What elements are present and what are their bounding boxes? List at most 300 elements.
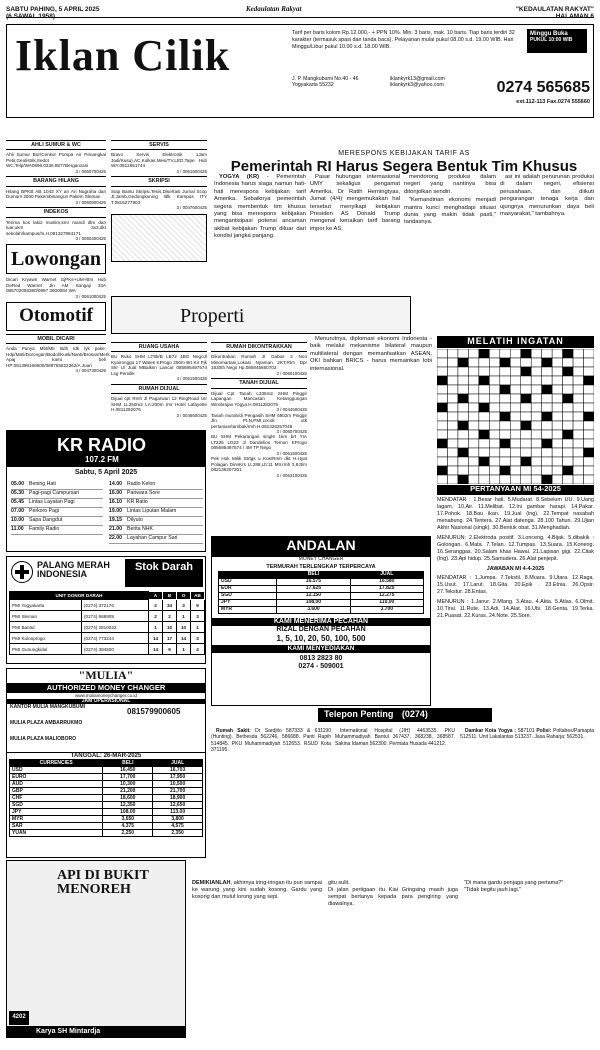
table-cell: 18,900: [153, 795, 203, 802]
blood-type-header: A: [149, 592, 163, 600]
program-name: Dilyuto: [127, 516, 143, 523]
program-time: 19.15: [109, 516, 122, 523]
program-time: 22.00: [109, 534, 122, 541]
table-row: [10, 823, 203, 830]
table-cell: 16.575: [277, 579, 350, 586]
answers-title: JAWABAN MI 4-4-2025: [486, 566, 545, 573]
table-cell: 34: [163, 600, 177, 611]
komik-strip: [6, 860, 186, 1038]
program-name: Perkoro Pagi: [29, 507, 59, 514]
andalan-rizal: RIZAL DENGAN PECAHAN: [276, 626, 366, 634]
ad-text: Hilang BPKB AB 1043 XY an Ari Nugraha dan Dumum 2000 Pakembinangun Pakem Sleman: [6, 188, 106, 200]
crossword-cell: [510, 394, 520, 403]
crossword-cell: [458, 430, 468, 439]
phone-ext: ext.112-113 Fax.0274 555660: [516, 99, 590, 105]
address: J. P. Mangkubumi No.40 - 46 Yogyakarta 55232: [292, 76, 359, 88]
crossword-cell: [510, 367, 520, 376]
table-cell: USD: [10, 767, 103, 774]
crossword-cell: [542, 448, 552, 457]
crossword-cell: [510, 430, 520, 439]
crossword-cell: [479, 430, 489, 439]
program-time: 21.00: [109, 525, 122, 532]
radio-program: [109, 517, 203, 526]
blood-type-header: AB: [191, 592, 205, 600]
crossword-cell: [479, 439, 489, 448]
crossword-cell: [563, 430, 573, 439]
table-cell: 10: [163, 622, 177, 633]
mulia-office-1: KANTOR MULIA MANGKUBUMI: [10, 704, 85, 711]
crossword-cell: [479, 349, 489, 358]
crossword-cell: [542, 421, 552, 430]
crossword-cell: [584, 349, 594, 358]
program-name: Lintas Liputan Malam: [127, 507, 177, 514]
table-cell: CHF: [10, 795, 103, 802]
crossword-cell: [437, 394, 447, 403]
radio-program: [109, 499, 203, 508]
crossword-cell: [584, 358, 594, 367]
crossword-cell: [521, 367, 531, 376]
ad-text: Pek Hok Milik Strtgs u Kos/Rmh dkt H.Hyat Polagan DinnKrs Lt.288,Lb:11 Mtr.rmh 3,8Jt/m 082136207201: [211, 456, 307, 473]
table-cell: 16.580: [350, 579, 423, 586]
crossword-cell: [458, 421, 468, 430]
crossword-cell: [510, 466, 520, 475]
crossword-cell: [458, 376, 468, 385]
crossword-cell: [437, 367, 447, 376]
table-cell: 14: [177, 633, 191, 644]
classified-col-3: [211, 340, 307, 478]
crossword-cell: [500, 475, 510, 484]
crossword-cell: [521, 358, 531, 367]
table-cell: 3: [177, 600, 191, 611]
story-col-3: "Di mana gardu penjaga yang pertama?" "Tidak begitu jauh lagi.": [464, 880, 564, 894]
crossword-cell: [563, 349, 573, 358]
crossword-cell: [458, 457, 468, 466]
crossword-cell: [563, 376, 573, 385]
crossword-cell: [552, 439, 562, 448]
crossword-cell: [500, 358, 510, 367]
table-cell: YUAN: [10, 830, 103, 837]
display-ad-image: [111, 214, 207, 262]
crossword-cell: [489, 457, 499, 466]
table-cell: 10: [177, 622, 191, 633]
tariff-info: Tarif per baris kolom Rp.12.000,- + PPN 10%. Min. 3 baris, mak. 10 baris. Tiap baris terdiri 32 karakter (termasuk spasi dan tanda baca). Pelayanan mulai pukul 08.00 s.d. 19.00 WIB. Hari Minggu/Libur pukul 10.00 s.d. 18.00 WIB.: [292, 30, 515, 51]
andalan-rate-table: [218, 571, 424, 614]
table-cell: 12.150: [277, 593, 350, 600]
classified-col-2: [111, 138, 207, 265]
crossword-cell: [584, 367, 594, 376]
crossword-cell: [584, 439, 594, 448]
crossword-cell: [479, 412, 489, 421]
crossword-cell: [542, 475, 552, 484]
properti-title: Properti: [180, 305, 245, 327]
crossword-cell: [531, 439, 541, 448]
table-cell: 2: [149, 600, 163, 611]
crossword-cell: [468, 475, 478, 484]
crossword-cell: [489, 385, 499, 394]
crossword-cell: [584, 430, 594, 439]
ad-ref: 3 / 0047600425: [176, 205, 207, 211]
classified-col-1: [6, 138, 110, 374]
crossword-cell: [573, 430, 583, 439]
program-time: 05.30: [11, 489, 24, 496]
rate-header: JUAL: [153, 760, 203, 767]
table-cell: 3,650: [103, 816, 153, 823]
table-cell: 16,703: [153, 767, 203, 774]
crossword-cell: [489, 421, 499, 430]
mulia-whatsapp: 081579900605: [127, 707, 181, 716]
crossword-cell: [458, 367, 468, 376]
crossword-cell: [479, 394, 489, 403]
program-time: 10.00: [11, 516, 24, 523]
article-col-4: asi ini adalah penurunan produksi di dalam negeri, efisiensi perusahaan, dan diikuti pengurangan tenaga kerja dan ujungnya menurunkan daya beli masyarakat," tambahnya.: [500, 174, 594, 218]
crossword-cell: [500, 403, 510, 412]
crossword-cell: [468, 430, 478, 439]
phone-number: 0274 565685: [496, 79, 590, 96]
crossword-cell: [573, 475, 583, 484]
crossword-cell: [531, 385, 541, 394]
crossword-cell: [552, 457, 562, 466]
table-cell: 3: [191, 611, 205, 622]
table-row: [10, 633, 205, 644]
table-cell: 17,950: [153, 774, 203, 781]
table-cell: 21,200: [103, 788, 153, 795]
crossword-cell: [510, 475, 520, 484]
crossword-cell: [552, 448, 562, 457]
crossword-cell: [510, 376, 520, 385]
ad-text: BU SHM Pekarangan single 1km brt YIA LT225 LD23 Jl Dandelion Temon KProgo 085695497574 / 4M TP Nego: [211, 434, 307, 451]
crossword-cell: [468, 466, 478, 475]
crossword-cell: [563, 394, 573, 403]
program-name: KR Ratio: [127, 498, 148, 505]
program-name: Pariwara Sore: [127, 489, 160, 496]
program-time: 19.00: [109, 507, 122, 514]
crossword-cell: [584, 394, 594, 403]
crossword-cell: [552, 349, 562, 358]
blood-type-header: B: [163, 592, 177, 600]
crossword-cell: [584, 475, 594, 484]
crossword-cell: [500, 376, 510, 385]
crossword-cell: [447, 475, 457, 484]
crossword-cell: [437, 457, 447, 466]
table-cell: 3: [191, 633, 205, 644]
lowongan-heading: Lowongan: [6, 244, 106, 274]
crossword-cell: [573, 367, 583, 376]
story-col-1: DEMIKIANLAH, akhirnya iring-iringan itu pun sampai ke warung yang kini sudah kosong. Gardu yang kosong dan mulut lorong yang sepi.: [192, 880, 322, 901]
table-cell: 1: [177, 644, 191, 655]
program-time: 11.00: [11, 525, 24, 532]
crossword-cell: [468, 439, 478, 448]
crossword-cell: [584, 466, 594, 475]
crossword-cell: [542, 466, 552, 475]
crossword-cell: [489, 394, 499, 403]
crossword-cell: [479, 466, 489, 475]
crossword-cell: [437, 358, 447, 367]
crossword-cell: [510, 448, 520, 457]
program-name: Family Radio: [29, 525, 60, 532]
table-cell: 10,300: [103, 781, 153, 788]
radio-program: [109, 526, 203, 535]
crossword-cell: [552, 358, 562, 367]
program-time: 14.00: [109, 481, 122, 487]
table-cell: SGD: [10, 802, 103, 809]
sunday-hours: PUKUL 10:00 WIB: [530, 36, 573, 43]
ad-text: Ahli Sumur Bor/Cenkor Pompa Air Penangkal Petir,Geolistrik,Sedot WC.Telp/WA0896.0336.8877Berganzani: [6, 152, 106, 169]
ad-ref: 3 / 0063100425: [276, 472, 307, 478]
crossword-cell: [479, 376, 489, 385]
ad-ref: 3 / 0044600425: [276, 407, 307, 413]
crossword-cell: [510, 457, 520, 466]
crossword-cell: [479, 385, 489, 394]
crossword-cell: [542, 349, 552, 358]
crossword-cell: [573, 448, 583, 457]
category-heading: RUMAH DIJUAL: [111, 384, 207, 394]
crossword-cell: [458, 394, 468, 403]
table-cell: 12,350: [103, 802, 153, 809]
ad-text: Dijual cpt Rmh Jl Pagarwan 12 RingRoad Utr SHM LL250m2 LA:200m Imr Hotel Lafayette H.0811282076: [111, 396, 207, 413]
table-cell: 14: [149, 633, 163, 644]
table-row: [10, 622, 205, 633]
pmi-table: [9, 591, 205, 655]
mulia-hours: JAM OPERASIONAL: [7, 699, 205, 705]
crossword-cell: [500, 421, 510, 430]
crossword-cell: [458, 448, 468, 457]
table-cell: 2: [163, 611, 177, 622]
crossword-cell: [447, 421, 457, 430]
table-cell: AUD: [10, 781, 103, 788]
melatih-ingatan-title: MELATIH INGATAN: [437, 336, 594, 348]
table-cell: PMI Bantul: [10, 622, 82, 633]
stok-darah-title: Stok Darah: [125, 559, 203, 587]
otomotif-heading: Otomotif: [6, 302, 106, 331]
telepon-title: Telepon Penting: [324, 709, 394, 719]
crossword-cell: [573, 394, 583, 403]
crossword-cell: [531, 349, 541, 358]
crossword-cell: [552, 466, 562, 475]
table-cell: (0274) 2810022: [82, 622, 149, 633]
crossword-cell: [542, 358, 552, 367]
pmi-title: PALANG MERAH INDONESIA: [37, 560, 110, 580]
table-cell: (0274) 868909: [82, 611, 149, 622]
komik-number: 4202: [9, 1011, 29, 1025]
category-heading: BARANG HILANG: [6, 176, 106, 186]
crossword-cell: [563, 385, 573, 394]
crossword-cell: [500, 367, 510, 376]
table-cell: 3.700: [350, 607, 423, 614]
crossword-cell: [437, 448, 447, 457]
crossword-cell: [531, 466, 541, 475]
ad-text: Dikontrakan Rumah Jl Gabus 2 No4 Minomartani,Lokasi Nyaman 2KT,Rtm Dpr 1820th Nego Hp.085845860702: [211, 354, 307, 371]
crossword-cell: [573, 421, 583, 430]
table-row: [10, 802, 203, 809]
ad-text: Bravo Servis Elektronik 1Jam Jadi/Kusu),AC,Kulkas,Mesi/TV,LED,Tape Hub WA:0812651744: [111, 152, 207, 169]
ad-ref: 3 / 0060400425: [75, 236, 106, 242]
crossword-cell: [552, 475, 562, 484]
crossword-cell: [510, 439, 520, 448]
mulia-office-3: MULIA PLAZA MALIOBORO: [10, 735, 77, 742]
crossword-cell: [447, 394, 457, 403]
crossword-cell: [500, 448, 510, 457]
pmi-header: UNIT DONOR DARAH: [10, 592, 149, 600]
radio-program: [11, 499, 103, 508]
crossword-cell: [458, 403, 468, 412]
crossword-cell: [458, 358, 468, 367]
radio-program: [109, 481, 203, 490]
crossword-cell: [573, 376, 583, 385]
crossword-cell: [552, 412, 562, 421]
crossword-cell: [552, 394, 562, 403]
article-col-3: mendorong produksi dalam negeri yang nantinya bisa ditonjolkan sendiri. "Kemandirian ekonomi menjadi mantra kunci menghadapi situasi dunia yang makin tidak pasti," tandasnya.: [404, 174, 496, 226]
table-row: [10, 767, 203, 774]
red-cross-icon: [11, 561, 33, 583]
program-name: Radio Kelon: [127, 481, 156, 487]
table-cell: 16,450: [103, 767, 153, 774]
story-col-2: gitu sulit. Di jalan pertigaan itu Kiai Gringsing masih juga sempat bertanya kepada para pengiring yang diawalnya.: [328, 880, 458, 908]
crossword-cell: [521, 430, 531, 439]
crossword-cell: [521, 466, 531, 475]
crossword-cell: [573, 349, 583, 358]
crossword-cell: [468, 394, 478, 403]
table-cell: MYR: [219, 607, 277, 614]
telepon-col-3: Damkar Kota Yogya : 587101 Polisi: Poltabes/Pamapta 512511. Unit Lakalantas 513237. Jasa Raharja: 562531.: [460, 728, 594, 741]
crossword-cell: [447, 457, 457, 466]
program-time: 16.10: [109, 498, 122, 505]
table-cell: 17.825: [350, 586, 423, 593]
crossword-cell: [531, 403, 541, 412]
andalan-kami: KAMI MENYEDIAKAN: [212, 645, 430, 652]
crossword-cell: [542, 439, 552, 448]
andalan-title: ANDALAN: [212, 537, 430, 557]
table-cell: 18,600: [103, 795, 153, 802]
crossword-cell: [489, 403, 499, 412]
crossword-cell: [479, 448, 489, 457]
crossword-cell: [531, 421, 541, 430]
table-row: [10, 781, 203, 788]
article-col-1: YOGYA (KR) - Pemerintah Indonesia harus siaga namun hati-hati merespons kebijakan tarif Amerika. Sebaiknya pemerintah segera membentuk tim khusus yang bisa merespons kebijakan mengantisipasi potensi ancaman akibat kebijakan Trump diluar dari kondisi jangka panjang.: [214, 174, 306, 240]
banner-contact: [292, 67, 592, 115]
crossword-cell: [489, 349, 499, 358]
sunday-open-badge: [527, 29, 587, 53]
table-row: [10, 809, 203, 816]
table-cell: 108.00: [103, 809, 153, 816]
table-cell: 4,575: [153, 823, 203, 830]
masthead: Kedaulatan Rakyat: [246, 5, 302, 13]
sunday-label: Minggu Buka: [530, 31, 568, 37]
rate-header: CURRENCIES: [10, 760, 103, 767]
program-name: Sapa Dangdut: [29, 516, 63, 523]
table-cell: 12.275: [350, 593, 423, 600]
mulia-web: www.muliamoneychanger.co.id: [75, 693, 137, 699]
crossword-cell: [479, 457, 489, 466]
radio-schedule-right: [109, 481, 203, 544]
crossword-cell: [447, 376, 457, 385]
kr-radio-title: KR RADIO: [57, 435, 146, 455]
crossword-cell: [563, 439, 573, 448]
program-name: Bening Hati: [29, 481, 56, 487]
crossword-cell: [573, 412, 583, 421]
table-cell: 3.600: [277, 607, 350, 614]
table-cell: 4,375: [103, 823, 153, 830]
crossword-cell: [531, 430, 541, 439]
crossword-cell: [468, 403, 478, 412]
program-time: 05.45: [11, 498, 24, 505]
crossword-cell: [521, 385, 531, 394]
table-cell: GBP: [10, 788, 103, 795]
table-cell: EURO: [10, 774, 103, 781]
table-cell: 1: [177, 611, 191, 622]
crossword-cell: [521, 439, 531, 448]
ad-text: BU Ruko SHM LT55/B LB72 4BG NegoJl Kyaironggo 17 Wates KProgo 250m Brt Kir Pjk Skr U/ Jual MBalksn Lancar 085695497574 Lsg Pemilik: [111, 354, 207, 376]
kr-radio-ad: [6, 430, 206, 552]
program-name: Berita NHK: [127, 525, 153, 532]
table-cell: 12,650: [153, 802, 203, 809]
table-cell: 1: [191, 622, 205, 633]
crossword-cell: [573, 358, 583, 367]
table-cell: 1: [149, 622, 163, 633]
crossword-cell: [563, 412, 573, 421]
iklan-cilik-banner: [6, 24, 594, 118]
category-heading: RUMAH DIKONTRAKKAN: [211, 342, 307, 352]
crossword-cell: [489, 376, 499, 385]
table-row: [10, 795, 203, 802]
andalan-terima: KAMI MENERIMA PECAHAN: [212, 618, 430, 626]
crossword-cell: [500, 439, 510, 448]
crossword-cell: [510, 421, 520, 430]
ad-ref: 3 / 0061000425: [75, 293, 106, 299]
crossword-cell: [573, 403, 583, 412]
crossword-cell: [552, 403, 562, 412]
table-cell: JPY: [10, 809, 103, 816]
kr-radio-freq: 107.2 FM: [85, 455, 119, 464]
crossword-cell: [437, 475, 447, 484]
crossword-cell: [437, 349, 447, 358]
ad-text: Siap Bantu Skripsi,Tesis,Disertasi Jurnal Scop Jl.Jamb,Gedongkuning Blk Kampus ITY T.0816277903: [111, 188, 207, 205]
table-cell: 10,500: [153, 781, 203, 788]
headline-title: Pemerintah RI Harus Segera Bentuk Tim Khusus: [230, 158, 578, 176]
crossword-cell: [479, 475, 489, 484]
ad-text: Dicari Kryawn Warnet GjPKe+UM+Brs Hub DeRed Warnet Jln AM Sangaji 33A 085702055380/0897 3600084 WA: [6, 277, 106, 294]
table-cell: PMI Gunungkidul: [10, 644, 82, 655]
email: iklankyrk13@gmail.com iklankyrk3@yahoo.com: [390, 76, 445, 88]
radio-program: [109, 490, 203, 499]
crossword-cell: [479, 358, 489, 367]
ad-text: Anda Punya Mbl/Mtr Bdh tdk lyk pake: Hdp/Mati/Dorongan/Bodol/Kusk/Nanti/Brosan/Merk Apaj kami beli HP:081399166600/089765622362/A.Juari: [6, 346, 110, 368]
article-col-5: Menurutnya, diplomasi ekonomi Indonesia - baik melalui mekanisme bilateral maupun multilateral dengan memanfaatkan ASEAN, OKI bahkan BRICS - harus memainkan lobi internasional.: [310, 336, 432, 372]
crossword-cell: [468, 358, 478, 367]
crossword-cell: [468, 457, 478, 466]
table-cell: 9: [163, 644, 177, 655]
program-time: 07.00: [11, 507, 24, 514]
table-cell: PMI Yogyakarta: [10, 600, 82, 611]
ad-text: Dijual Cpt Tanah L335m2 SHM Pinggir Lapangan Mancasan Ketanggungan Wirobrajan Yogya.H.0811282076: [211, 390, 307, 407]
crossword-cell: [479, 421, 489, 430]
crossword-cell: [531, 376, 541, 385]
crossword-cell: [479, 403, 489, 412]
ad-ref: 3 / 0061600425: [176, 168, 207, 174]
clues-menurun: MENURUN: 2.Elektroda positif. 3.Lonceng. 4.Bijak. 5.dibakik : Golongan. 6.Mata. 7.Telan. 12.Tumpas. 13.Suara. 15.Koneng. 16.Seranggas. 20.Salam khas Hawai. 21.Lapisan gigi. 22.Citak (Ing). 23.Api hidup. 25.Samudera. 26.Alat penjepit.: [437, 535, 594, 563]
crossword-cell: [521, 475, 531, 484]
crossword-cell: [458, 385, 468, 394]
crossword-cell: [510, 349, 520, 358]
crossword-cell: [458, 412, 468, 421]
crossword-cell: [500, 430, 510, 439]
answers-mendatar: MENDATAR : 1.Jumpa. 7.Tekstil. 8.Muara. 9.Utara. 12.Raga. 15.Usut. 17.Larut. 18.Gita. 20.Epik . 23.Etnia. 26.Opsir. 27.Tekstur. 28.Entas.: [437, 575, 594, 596]
radio-program: [11, 508, 103, 517]
crossword-cell: [479, 367, 489, 376]
table-cell: JPY: [219, 600, 277, 607]
table-cell: EUR: [219, 586, 277, 593]
crossword-cell: [573, 439, 583, 448]
crossword-cell: [584, 412, 594, 421]
